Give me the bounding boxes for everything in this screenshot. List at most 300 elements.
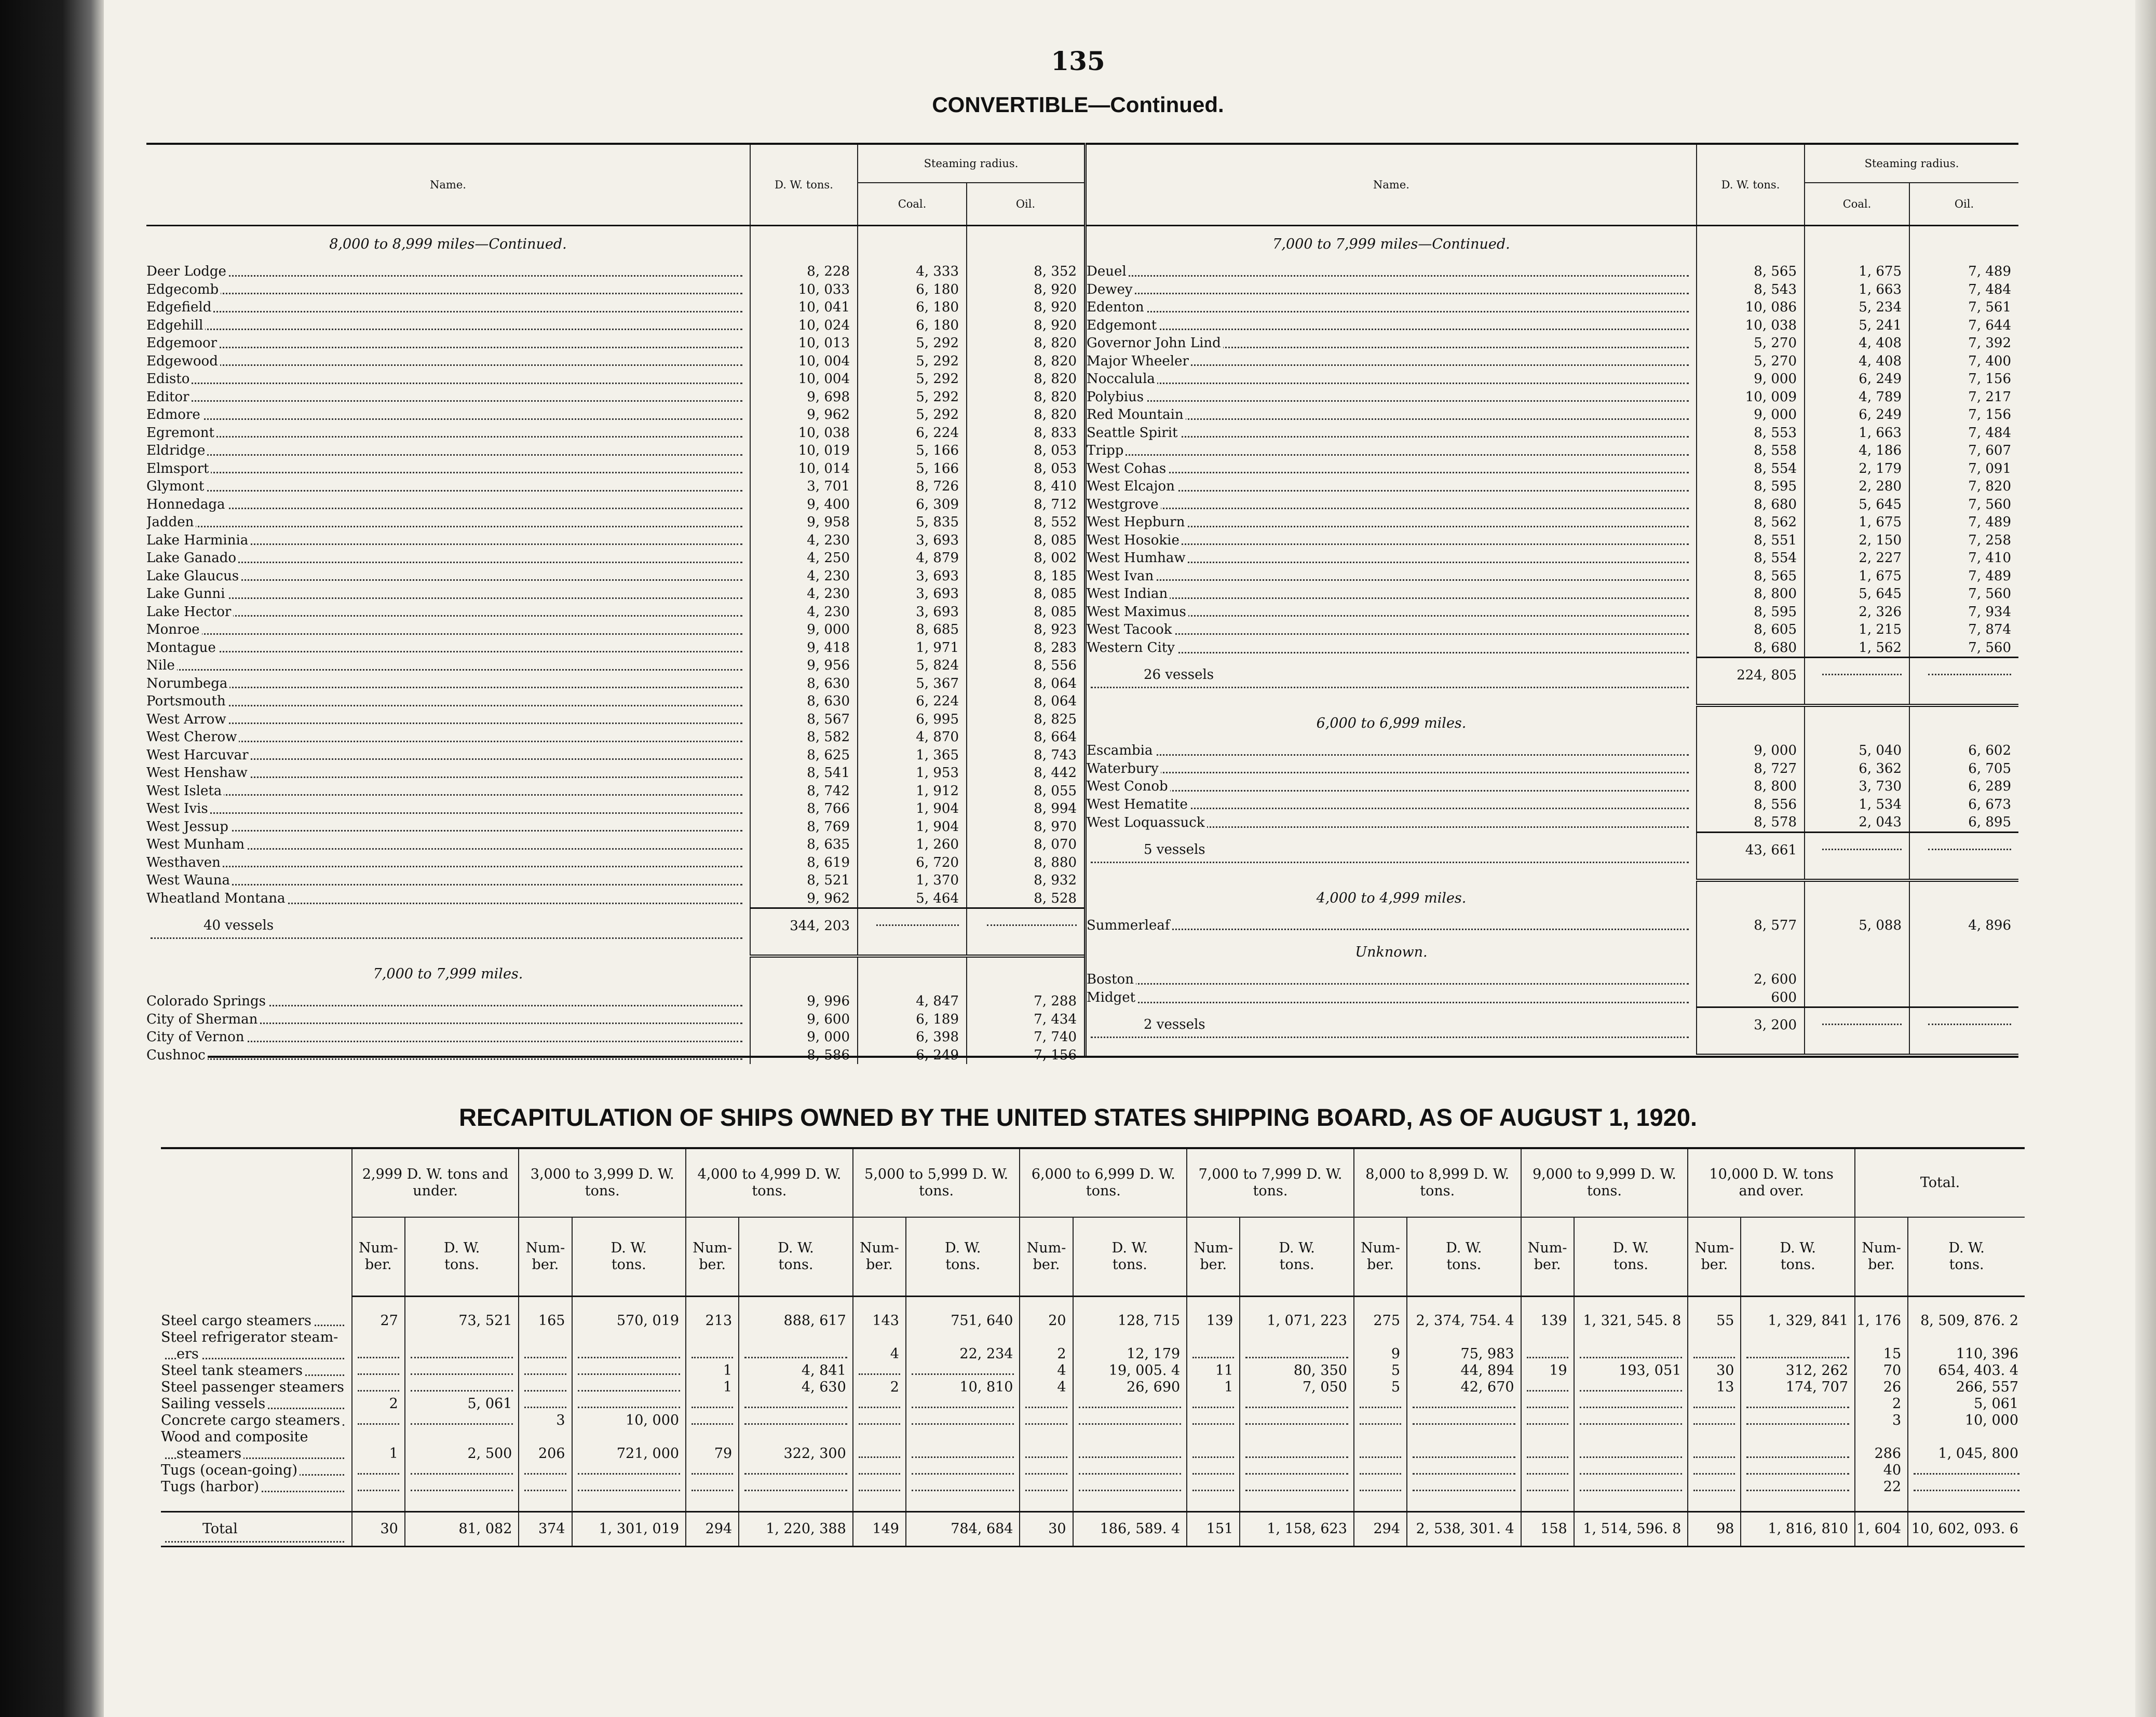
- cell-label: Egremont: [146, 425, 216, 441]
- recap-total-value: 2, 538, 301. 4: [1407, 1512, 1521, 1547]
- recap-row: [161, 1396, 2025, 1412]
- recap-value: [1521, 1329, 1574, 1346]
- leader-dots: [1746, 1479, 1849, 1491]
- dw-tons: 8, 766: [750, 800, 858, 818]
- cell-label: Summerleaf: [1087, 918, 1172, 933]
- dw-tons: 8, 543: [1697, 281, 1805, 299]
- oil-radius: 7, 489: [1909, 567, 2018, 585]
- oil-radius: 7, 484: [1909, 424, 2018, 442]
- recap-value: [1240, 1329, 1354, 1346]
- recap-total-value: 1, 220, 388: [739, 1512, 853, 1547]
- cell-label: Lake Hector: [146, 604, 233, 620]
- recap-value: [405, 1412, 519, 1429]
- recap-value: 3: [519, 1412, 572, 1429]
- recap-value: [853, 1329, 906, 1346]
- table-row: [146, 334, 1084, 352]
- dw-tons: 10, 041: [750, 298, 858, 317]
- recap-group-header: 3,000 to 3,999 D. W. tons.: [519, 1148, 686, 1217]
- recap-value: 20: [1020, 1313, 1073, 1329]
- recap-value: [1020, 1412, 1073, 1429]
- recap-value: [1574, 1429, 1688, 1446]
- recap-value: 2: [1855, 1396, 1908, 1412]
- empty-cell: [750, 226, 858, 263]
- ship-name: [146, 567, 750, 585]
- recap-value: [739, 1412, 853, 1429]
- dw-tons: 8, 556: [1697, 796, 1805, 814]
- recap-value: [572, 1362, 686, 1379]
- recap-value: [906, 1479, 1020, 1495]
- leader-dots: [1580, 1396, 1683, 1408]
- recap-table: [161, 1147, 2025, 1547]
- leader-dots: [358, 1363, 399, 1375]
- leader-dots: [1580, 1413, 1683, 1425]
- vessel-type-label: Tugs (ocean-going): [161, 1462, 300, 1478]
- dw-tons: 9, 000: [1697, 742, 1805, 760]
- ship-name: [146, 1028, 750, 1046]
- empty-cell: [519, 1495, 572, 1512]
- oil-radius: 8, 442: [967, 764, 1084, 782]
- empty-cell: [1407, 1495, 1521, 1512]
- cell-label: Governor John Lind: [1087, 335, 1223, 351]
- ship-name: [146, 657, 750, 675]
- leader-dots: [151, 562, 742, 563]
- leader-dots: [1091, 436, 1689, 438]
- recap-value: [1574, 1446, 1688, 1462]
- ship-name: [146, 711, 750, 729]
- empty-cell: [1697, 692, 1805, 705]
- leader-dots: [1192, 1446, 1234, 1458]
- leader-dots: [691, 1346, 733, 1358]
- leader-dots: [912, 1463, 1014, 1475]
- table-row: [1087, 281, 2018, 299]
- dw-tons: 9, 962: [750, 406, 858, 424]
- recap-total-value: 1, 816, 810: [1741, 1512, 1855, 1547]
- dw-tons: 8, 605: [1697, 621, 1805, 639]
- empty-cell: [1908, 1297, 2025, 1313]
- dw-tons: 10, 038: [1697, 317, 1805, 335]
- coal-radius: 3, 730: [1805, 778, 1909, 796]
- recap-value: 75, 983: [1407, 1346, 1521, 1362]
- group-title-row: [146, 956, 1084, 992]
- recap-value: 5, 061: [405, 1396, 519, 1412]
- table-row: [146, 460, 1084, 478]
- dw-tons: 8, 562: [1697, 513, 1805, 532]
- table-row: [1087, 298, 2018, 317]
- recap-value: [1574, 1329, 1688, 1346]
- cell-label: Seattle Spirit: [1087, 425, 1180, 441]
- vessel-type-label: Steel refrigerator steam-: [161, 1329, 340, 1345]
- recap-value: 11: [1187, 1362, 1240, 1379]
- table-row: [1087, 971, 2018, 989]
- oil-radius: 6, 705: [1909, 760, 2018, 778]
- leader-dots: [691, 1479, 733, 1491]
- oil-radius: 8, 970: [967, 818, 1084, 836]
- recap-group-header: 7,000 to 7,999 D. W. tons.: [1187, 1148, 1354, 1217]
- cell-label: West Harcuvar: [146, 747, 251, 763]
- recap-value: [1240, 1346, 1354, 1362]
- empty-cell: [1521, 1495, 1574, 1512]
- leader-dots: [1914, 1463, 2019, 1475]
- dw-tons: 8, 630: [750, 692, 858, 711]
- recap-value: [1354, 1479, 1407, 1495]
- ship-name: [146, 478, 750, 496]
- empty-cell: [1697, 1042, 1805, 1055]
- ship-name: [1087, 460, 1697, 478]
- leader-dots: [859, 1463, 900, 1475]
- coal-radius: 4, 186: [1805, 442, 1909, 460]
- recap-value: [1354, 1462, 1407, 1479]
- coal-radius: 2, 227: [1805, 549, 1909, 567]
- leader-dots: [1413, 1396, 1515, 1408]
- cell-label: Cushnoc: [146, 1047, 208, 1063]
- cell-label: West Conob: [1087, 779, 1170, 794]
- vessel-type: [161, 1462, 352, 1479]
- recap-value: 10, 810: [906, 1379, 1020, 1396]
- recap-value: [1020, 1396, 1073, 1412]
- coal-radius: 4, 879: [858, 549, 967, 567]
- dw-tons: 8, 554: [1697, 460, 1805, 478]
- coal-radius: 5, 040: [1805, 742, 1909, 760]
- ship-name: [146, 639, 750, 657]
- cell-label: West Henshaw: [146, 765, 250, 781]
- table-row: [1087, 760, 2018, 778]
- recap-total-value: 81, 082: [405, 1512, 519, 1547]
- leader-dots: [151, 472, 742, 473]
- empty-cell: [1805, 226, 1909, 263]
- group-title-row: [1087, 705, 2018, 742]
- dw-tons: 8, 577: [1697, 917, 1805, 935]
- leader-dots: [744, 1413, 847, 1425]
- dw-tons: 9, 000: [1697, 406, 1805, 424]
- recap-value: [1354, 1329, 1407, 1346]
- dw-tons: 2, 600: [1697, 971, 1805, 989]
- dw-tons: 9, 962: [750, 890, 858, 908]
- cell-label: Westhaven: [146, 855, 223, 870]
- dw-tons: 8, 680: [1697, 639, 1805, 658]
- oil-radius: 8, 820: [967, 370, 1084, 388]
- recap-value: [1741, 1479, 1855, 1495]
- recap-value: 322, 300: [739, 1446, 853, 1462]
- empty-cell: [1805, 934, 1909, 971]
- empty-cell: [858, 943, 967, 956]
- recap-value: [572, 1396, 686, 1412]
- recap-value: [1073, 1396, 1187, 1412]
- leader-dots: [524, 1463, 566, 1475]
- subtotal-label: [1087, 1007, 1697, 1043]
- empty-cell: [1354, 1297, 1407, 1313]
- table-row: [146, 992, 1084, 1011]
- table-row: [1087, 263, 2018, 281]
- oil-radius: 8, 712: [967, 496, 1084, 514]
- leader-dots: [859, 1363, 900, 1375]
- recap-total-value: 1, 301, 019: [572, 1512, 686, 1547]
- dw-tons: 8, 769: [750, 818, 858, 836]
- oil-radius: 8, 085: [967, 532, 1084, 550]
- leader-dots: [151, 830, 742, 832]
- dw-tons: 9, 000: [750, 621, 858, 639]
- subtotal-label: [1087, 658, 1697, 693]
- recap-value: [1908, 1429, 2025, 1446]
- leader-dots: [1580, 1463, 1683, 1475]
- leader-dots: [1580, 1479, 1683, 1491]
- leader-dots: [1025, 1479, 1067, 1491]
- double-rule: [146, 943, 1084, 956]
- coal-radius: 8, 685: [858, 621, 967, 639]
- cell-label: Glymont: [146, 479, 206, 494]
- oil-header: Oil.: [1909, 183, 2018, 226]
- leader-dots: [1746, 1413, 1849, 1425]
- subtotal-dw: 224, 805: [1697, 658, 1805, 693]
- oil-radius: 8, 820: [967, 406, 1084, 424]
- coal-radius: 6, 362: [1805, 760, 1909, 778]
- dw-tons: 9, 956: [750, 657, 858, 675]
- recap-row: [161, 1379, 2025, 1396]
- recap-value: [1688, 1412, 1741, 1429]
- oil-radius: 7, 400: [1909, 352, 2018, 371]
- recap-value: [1688, 1346, 1741, 1362]
- table-row: [146, 871, 1084, 890]
- recap-row: [161, 1412, 2025, 1429]
- recap-value: 275: [1354, 1313, 1407, 1329]
- ship-name: [146, 1046, 750, 1065]
- cell-label: Westgrove: [1087, 497, 1161, 512]
- recap-total-value: 10, 602, 093. 6: [1908, 1512, 2025, 1547]
- oil-radius: 8, 820: [967, 352, 1084, 371]
- ship-name: [146, 532, 750, 550]
- recap-value: [1354, 1446, 1407, 1462]
- dw-tons: 5, 270: [1697, 352, 1805, 371]
- cell-label: Tripp: [1087, 443, 1126, 458]
- oil-radius: 8, 352: [967, 263, 1084, 281]
- recap-total-value: 1, 514, 596. 8: [1574, 1512, 1688, 1547]
- leader-dots: [1360, 1413, 1401, 1425]
- ship-name: [146, 764, 750, 782]
- leader-dots: [1822, 1024, 1902, 1025]
- recap-value: 10, 000: [1908, 1412, 2025, 1429]
- leader-dots: [1245, 1479, 1348, 1491]
- subtotal-empty: [1805, 658, 1909, 693]
- oil-radius: 8, 920: [967, 317, 1084, 335]
- ship-name: [146, 298, 750, 317]
- recap-value: [519, 1362, 572, 1379]
- cell-label: Edmore: [146, 407, 202, 423]
- ship-name: [1087, 760, 1697, 778]
- leader-dots: [151, 884, 742, 885]
- cell-label: West Cohas: [1087, 461, 1168, 476]
- cell-label: Edgefield: [146, 299, 213, 315]
- oil-radius: 8, 920: [967, 298, 1084, 317]
- subtotal-row: [1087, 832, 2018, 867]
- recap-value: 1, 176: [1855, 1313, 1908, 1329]
- dw-tons: 8, 558: [1697, 442, 1805, 460]
- oil-radius: 8, 064: [967, 675, 1084, 693]
- coal-radius: 4, 847: [858, 992, 967, 1011]
- leader-dots: [1928, 849, 2011, 850]
- empty-cell: [967, 956, 1084, 992]
- cell-label: West Wauna: [146, 873, 232, 888]
- leader-dots: [1360, 1396, 1401, 1408]
- vessel-type: [161, 1379, 352, 1396]
- oil-radius: 8, 932: [967, 871, 1084, 890]
- vessel-type-label: Tugs (harbor): [161, 1479, 261, 1495]
- recap-value: [1073, 1412, 1187, 1429]
- empty-cell: [1805, 1042, 1909, 1055]
- empty-cell: [405, 1495, 519, 1512]
- leader-dots: [151, 526, 742, 527]
- recap-value: [1688, 1396, 1741, 1412]
- table-row: [146, 854, 1084, 872]
- recap-value: 888, 617: [739, 1313, 853, 1329]
- recap-value: 26: [1855, 1379, 1908, 1396]
- table-row: [146, 478, 1084, 496]
- leader-dots: [524, 1380, 566, 1392]
- coal-radius: 3, 693: [858, 585, 967, 603]
- vessel-type-label: Concrete cargo steamers: [161, 1412, 342, 1428]
- ship-name: [146, 352, 750, 371]
- dw-tons: 8, 625: [750, 746, 858, 765]
- recap-value: [519, 1462, 572, 1479]
- cell-label: Edgehill: [146, 318, 205, 333]
- panels-bottom-rule: [146, 1056, 2018, 1058]
- cell-label: West Hematite: [1087, 797, 1190, 812]
- empty-cell: [572, 1495, 686, 1512]
- subtotal-empty: [1805, 832, 1909, 867]
- dw-tons: 9, 000: [750, 1028, 858, 1046]
- dw-tons: 9, 400: [750, 496, 858, 514]
- empty-cell: [1805, 880, 1909, 917]
- empty-cell: [1805, 867, 1909, 880]
- dw-tons: 8, 680: [1697, 496, 1805, 514]
- leader-dots: [151, 705, 742, 706]
- recap-group-header: 4,000 to 4,999 D. W. tons.: [686, 1148, 853, 1217]
- cell-label: Wheatland Montana: [146, 891, 288, 906]
- leader-dots: [912, 1479, 1014, 1491]
- leader-dots: [1914, 1479, 2019, 1491]
- dw-tons-header: D. W. tons.: [1240, 1217, 1354, 1297]
- recap-group-header: 6,000 to 6,999 D. W. tons.: [1020, 1148, 1187, 1217]
- vessel-type-label: Steel tank steamers: [161, 1362, 305, 1379]
- recap-group-header: 8,000 to 8,999 D. W. tons.: [1354, 1148, 1521, 1217]
- leader-dots: [744, 1396, 847, 1408]
- dw-tons: 8, 553: [1697, 424, 1805, 442]
- empty-cell: [1087, 867, 1697, 880]
- steaming-radius-header: Steaming radius.: [1805, 144, 2018, 183]
- leader-dots: [691, 1463, 733, 1475]
- number-header: Num- ber.: [1855, 1217, 1908, 1297]
- recap-value: [1688, 1446, 1741, 1462]
- recap-value: [352, 1379, 405, 1396]
- recap-value: [405, 1362, 519, 1379]
- ship-name: [1087, 585, 1697, 603]
- leader-dots: [151, 723, 742, 724]
- recap-value: [739, 1346, 853, 1362]
- recap-value: [906, 1429, 1020, 1446]
- leader-dots: [1693, 1479, 1735, 1491]
- recap-value: 30: [1688, 1362, 1741, 1379]
- recap-value: [1020, 1446, 1073, 1462]
- empty-cell: [1697, 226, 1805, 263]
- cell-label: West Tacook: [1087, 622, 1174, 637]
- oil-radius: 7, 410: [1909, 549, 2018, 567]
- subtotal-label: [1087, 832, 1697, 867]
- table-row: [1087, 388, 2018, 406]
- coal-radius: 2, 326: [1805, 603, 1909, 621]
- recap-value: [1688, 1429, 1741, 1446]
- cell-label: Waterbury: [1087, 761, 1161, 776]
- recap-value: 570, 019: [572, 1313, 686, 1329]
- subtotal-row: [1087, 1007, 2018, 1043]
- empty-cell: [1574, 1495, 1688, 1512]
- leader-dots: [1025, 1413, 1067, 1425]
- table-row: [1087, 621, 2018, 639]
- dw-tons: 8, 635: [750, 836, 858, 854]
- coal-radius: 5, 292: [858, 352, 967, 371]
- coal-radius: 6, 189: [858, 1011, 967, 1029]
- cell-label: West Hosokie: [1087, 533, 1182, 548]
- recap-value: [739, 1396, 853, 1412]
- coal-radius: 5, 234: [1805, 298, 1909, 317]
- leader-dots: [151, 866, 742, 867]
- cell-label: City of Vernon: [146, 1029, 247, 1045]
- leader-dots: [1091, 472, 1689, 473]
- leader-dots: [151, 508, 742, 509]
- vessel-type: [161, 1362, 352, 1379]
- recap-value: 12, 179: [1073, 1346, 1187, 1362]
- recap-value: [1354, 1412, 1407, 1429]
- oil-radius: 7, 217: [1909, 388, 2018, 406]
- coal-radius: 4, 870: [858, 728, 967, 746]
- book-binding-shadow: [0, 0, 104, 1717]
- ship-name: [146, 836, 750, 854]
- recap-value: 19: [1521, 1362, 1574, 1379]
- subtotal-empty: [1909, 1007, 2018, 1043]
- recap-row: [161, 1329, 2025, 1346]
- empty-cell: [1909, 705, 2018, 742]
- recap-value: [1574, 1346, 1688, 1362]
- leader-dots: [1091, 983, 1689, 985]
- leader-dots: [1360, 1479, 1401, 1491]
- leader-dots: [1091, 275, 1689, 277]
- oil-radius: 6, 602: [1909, 742, 2018, 760]
- cell-label: Edgewood: [146, 353, 220, 369]
- recap-value: 27: [352, 1313, 405, 1329]
- recap-value: 4: [1020, 1362, 1073, 1379]
- recap-value: [739, 1429, 853, 1446]
- dw-tons-header: D. W. tons.: [572, 1217, 686, 1297]
- recap-value: [405, 1379, 519, 1396]
- recap-value: [1908, 1462, 2025, 1479]
- table-row: [1087, 352, 2018, 371]
- recap-value: [739, 1329, 853, 1346]
- leader-dots: [1822, 674, 1902, 675]
- coal-radius: 3, 693: [858, 567, 967, 585]
- group-title-row: [1087, 226, 2018, 263]
- recap-value: 70: [1855, 1362, 1908, 1379]
- cell-label: Edgemoor: [146, 335, 219, 351]
- double-rule: [1087, 692, 2018, 705]
- table-row: [1087, 549, 2018, 567]
- recap-value: [572, 1479, 686, 1495]
- recap-total-value: 294: [1354, 1512, 1407, 1547]
- leader-dots: [1693, 1463, 1735, 1475]
- coal-radius: 1, 904: [858, 800, 967, 818]
- dw-tons: 9, 000: [1697, 370, 1805, 388]
- cell-label: West Munham: [146, 837, 247, 852]
- oil-radius: 8, 410: [967, 478, 1084, 496]
- recap-total-value: 158: [1521, 1512, 1574, 1547]
- cell-label: West Maximus: [1087, 604, 1188, 620]
- leader-dots: [151, 418, 742, 420]
